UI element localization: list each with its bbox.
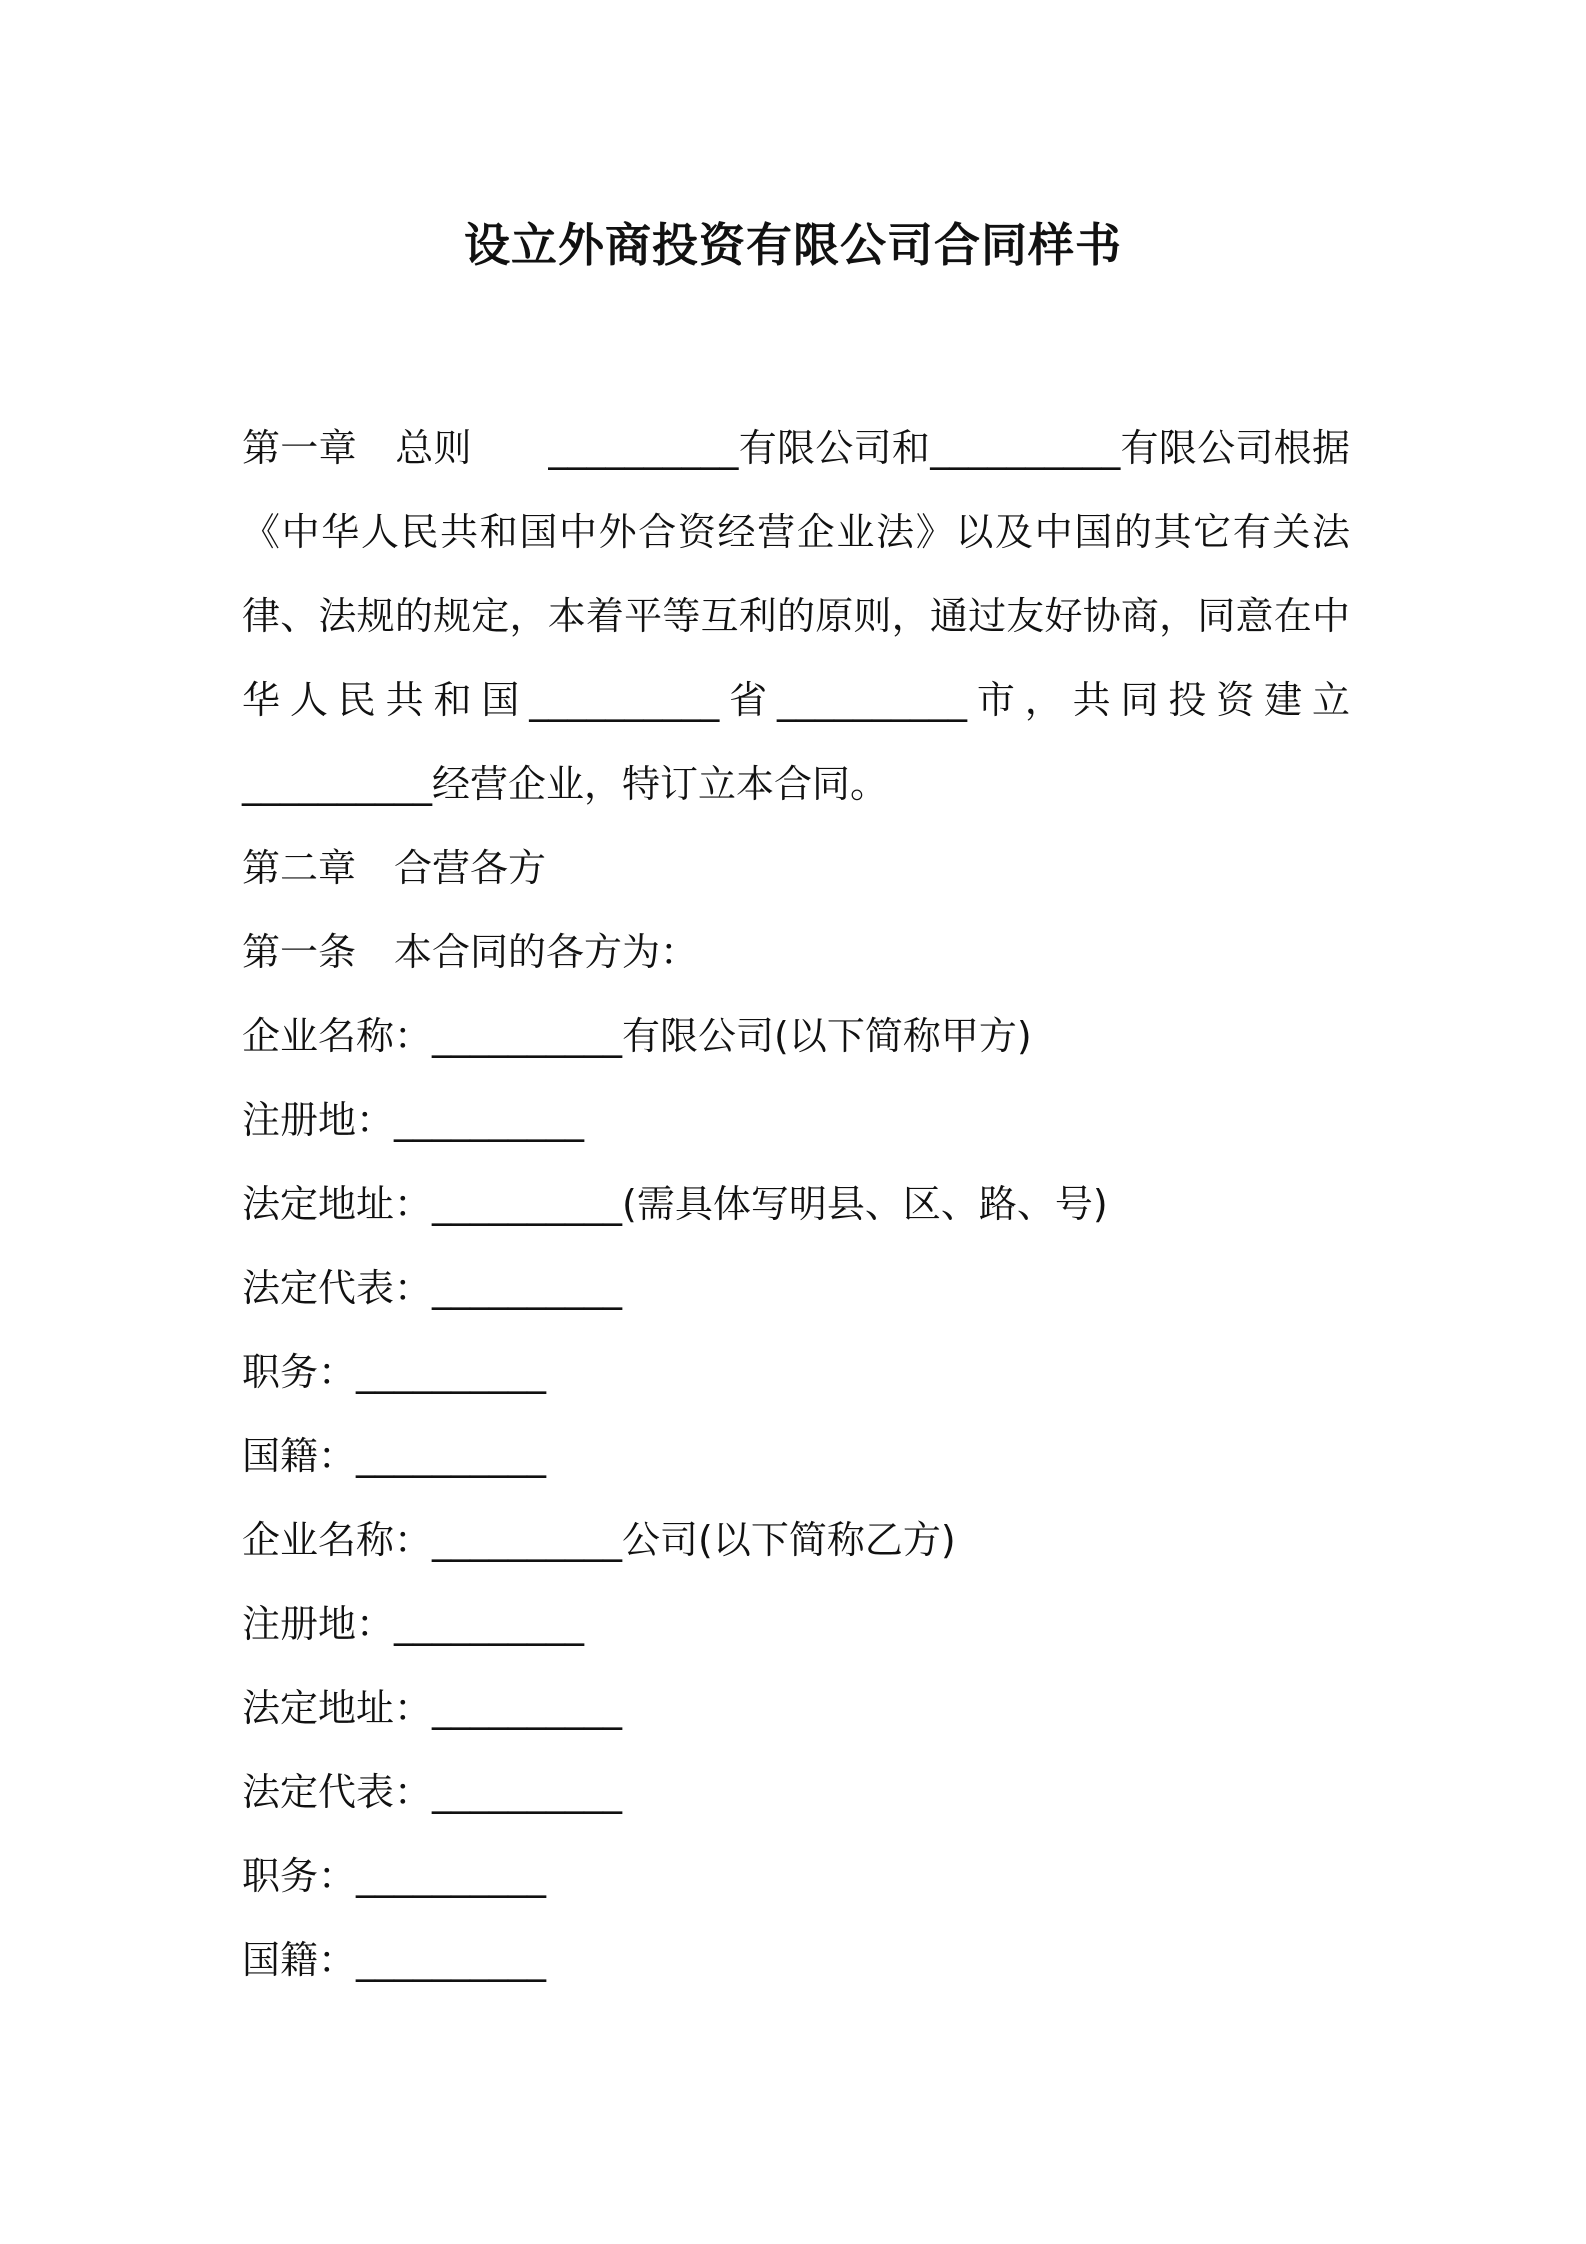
party-b-legal-representative: 法定代表：__________ xyxy=(242,1770,623,1814)
party-a-position: 职务：__________ xyxy=(242,1350,547,1394)
party-b-legal-address: 法定地址：__________ xyxy=(242,1686,623,1730)
party-a-registered-place: 注册地：__________ xyxy=(242,1098,585,1142)
party-b-registered-place: 注册地：__________ xyxy=(242,1602,585,1646)
party-b-name: 企业名称：__________公司(以下简称乙方) xyxy=(242,1518,956,1562)
party-a-name: 企业名称：__________有限公司(以下简称甲方) xyxy=(242,1014,1032,1058)
party-b-position: 职务：__________ xyxy=(242,1854,547,1898)
party-a-legal-representative: 法定代表：__________ xyxy=(242,1266,623,1310)
chapter-1-paragraph: 第一章 总则 __________有限公司和__________有限公司根据《中华人民共和国中外合资经营企业法》以及中国的其它有关法律、法规的规定，本着平等互利的原则，通过友好协商，同意在中华人民共和国__________省__________市，共同投资建立__________经营企业，特订立本合同。 xyxy=(242,426,1350,806)
party-a-legal-address: 法定地址：__________(需具体写明县、区、路、号) xyxy=(242,1182,1108,1226)
article-1-heading: 第一条 本合同的各方为： xyxy=(242,930,699,974)
party-b-nationality: 国籍：__________ xyxy=(242,1938,547,1982)
document-title: 设立外商投资有限公司合同样书 xyxy=(464,218,1122,272)
chapter-2-heading: 第二章 合营各方 xyxy=(242,846,547,890)
party-a-nationality: 国籍：__________ xyxy=(242,1434,547,1478)
document-body xyxy=(242,406,1350,2002)
